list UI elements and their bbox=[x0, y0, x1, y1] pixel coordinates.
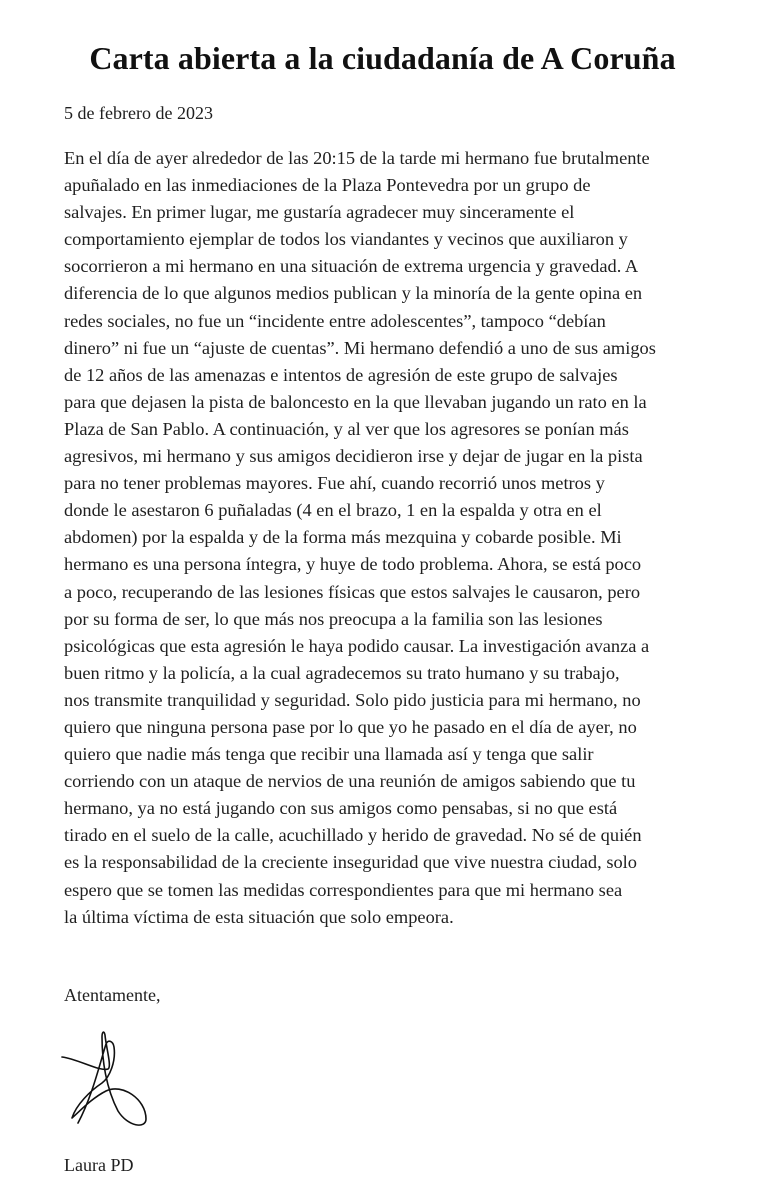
body-line: salvajes. En primer lugar, me gustaría agradecer muy sinceramente el bbox=[64, 202, 575, 223]
body-line: Plaza de San Pablo. A continuación, y al ver que los agresores se ponían más bbox=[64, 418, 629, 439]
body-line: redes sociales, no fue un “incidente entre adolescentes”, tampoco “debían bbox=[64, 310, 606, 331]
letter-signer: Laura PD bbox=[64, 1155, 134, 1175]
body-line: para que dejasen la pista de baloncesto en la que llevaban jugando un rato en la bbox=[64, 391, 647, 412]
body-line: por su forma de ser, lo que más nos preocupa a la familia son las lesiones bbox=[64, 608, 603, 629]
body-line: la última víctima de esta situación que solo empeora. bbox=[64, 906, 454, 927]
body-line: dinero” ni fue un “ajuste de cuentas”. Mi hermano defendió a uno de sus amigos bbox=[64, 337, 656, 358]
body-line: donde le asestaron 6 puñaladas (4 en el brazo, 1 en la espalda y otra en el bbox=[64, 500, 602, 521]
body-line: espero que se tomen las medidas correspondientes para que mi hermano sea bbox=[64, 879, 623, 900]
body-line: buen ritmo y la policía, a la cual agradecemos su trato humano y su trabajo, bbox=[64, 662, 620, 683]
body-line: hermano es una persona íntegra, y huye de todo problema. Ahora, se está poco bbox=[64, 554, 642, 575]
letter-date: 5 de febrero de 2023 bbox=[64, 103, 213, 123]
signature-stroke bbox=[62, 1032, 146, 1125]
body-line: a poco, recuperando de las lesiones físicas que estos salvajes le causaron, pero bbox=[64, 581, 641, 602]
body-line: apuñalado en las inmediaciones de la Plaza Pontevedra por un grupo de bbox=[64, 175, 591, 196]
body-line: para no tener problemas mayores. Fue ahí, cuando recorrió unos metros y bbox=[64, 473, 605, 494]
body-line: corriendo con un ataque de nervios de una reunión de amigos sabiendo que tu bbox=[64, 771, 636, 792]
body-line: es la responsabilidad de la creciente inseguridad que vive nuestra ciudad, solo bbox=[64, 852, 637, 873]
body-line: En el día de ayer alrededor de las 20:15 de la tarde mi hermano fue brutalmente bbox=[64, 148, 650, 168]
body-line: quiero que ninguna persona pase por lo que yo he pasado en el día de ayer, no bbox=[64, 716, 637, 737]
letter-body bbox=[64, 145, 714, 931]
body-line: nos transmite tranquilidad y seguridad. Solo pido justicia para mi hermano, no bbox=[64, 689, 641, 710]
body-line: quiero que nadie más tenga que recibir una llamada así y tenga que salir bbox=[64, 744, 594, 765]
body-line: de 12 años de las amenazas e intentos de agresión de este grupo de salvajes bbox=[64, 364, 618, 385]
body-line: psicológicas que esta agresión le haya podido causar. La investigación avanza a bbox=[64, 635, 650, 656]
body-line: tirado en el suelo de la calle, acuchillado y herido de gravedad. No sé de quién bbox=[64, 825, 642, 846]
letter-title: Carta abierta a la ciudadanía de A Coruña bbox=[89, 40, 676, 76]
body-line: hermano, ya no está jugando con sus amigos como pensabas, si no que está bbox=[64, 798, 618, 819]
body-line: agresivos, mi hermano y sus amigos decidieron irse y dejar de jugar en la pista bbox=[64, 446, 643, 467]
body-line: comportamiento ejemplar de todos los viandantes y vecinos que auxiliaron y bbox=[64, 229, 628, 250]
body-line: diferencia de lo que algunos medios publican y la minoría de la gente opina en bbox=[64, 283, 643, 304]
body-line: abdomen) por la espalda y de la forma más mezquina y cobarde posible. Mi bbox=[64, 527, 622, 548]
body-line: socorrieron a mi hermano en una situación de extrema urgencia y gravedad. A bbox=[64, 256, 639, 277]
letter-closing: Atentamente, bbox=[64, 985, 161, 1005]
signature-icon bbox=[50, 1025, 170, 1135]
